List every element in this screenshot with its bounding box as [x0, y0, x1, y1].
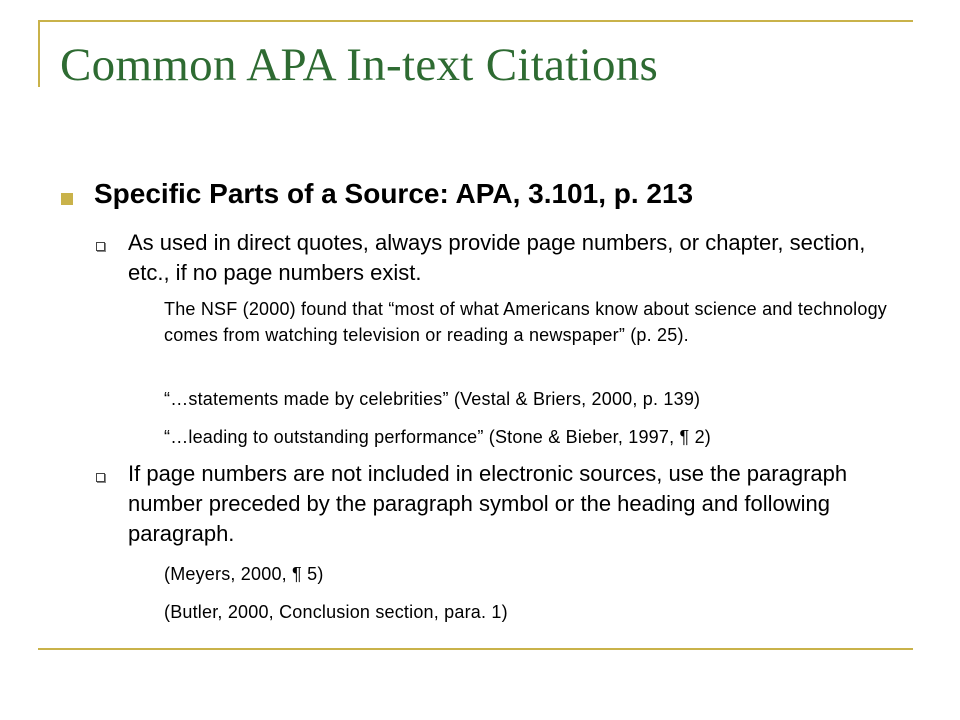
- subpoint-text: As used in direct quotes, always provide page numbers, or chapter, section, etc., if no page numbers exist.: [128, 230, 866, 285]
- example-citation: “…statements made by celebrities” (Vestal & Briers, 2000, p. 139): [164, 389, 701, 409]
- checkbox-bullet-icon: [96, 242, 105, 251]
- square-bullet-icon: [61, 193, 73, 205]
- example-citation: (Butler, 2000, Conclusion section, para. 1): [164, 602, 508, 622]
- example-citation: “…leading to outstanding performance” (Stone & Bieber, 1997, ¶ 2): [164, 427, 711, 447]
- checkbox-bullet-icon: [96, 473, 105, 482]
- example-citation: The NSF (2000) found that “most of what Americans know about science and technology comes from watching television or reading a newspaper” (p. 25).: [164, 299, 887, 345]
- main-bullet-text: Specific Parts of a Source: APA, 3.101, p. 213: [94, 178, 694, 209]
- slide-title: Common APA In-text Citations: [60, 39, 659, 91]
- example-citation: (Meyers, 2000, ¶ 5): [164, 564, 324, 584]
- subpoint-text: If page numbers are not included in electronic sources, use the paragraph number preceded by the paragraph symbol or the heading and following paragraph.: [128, 461, 848, 546]
